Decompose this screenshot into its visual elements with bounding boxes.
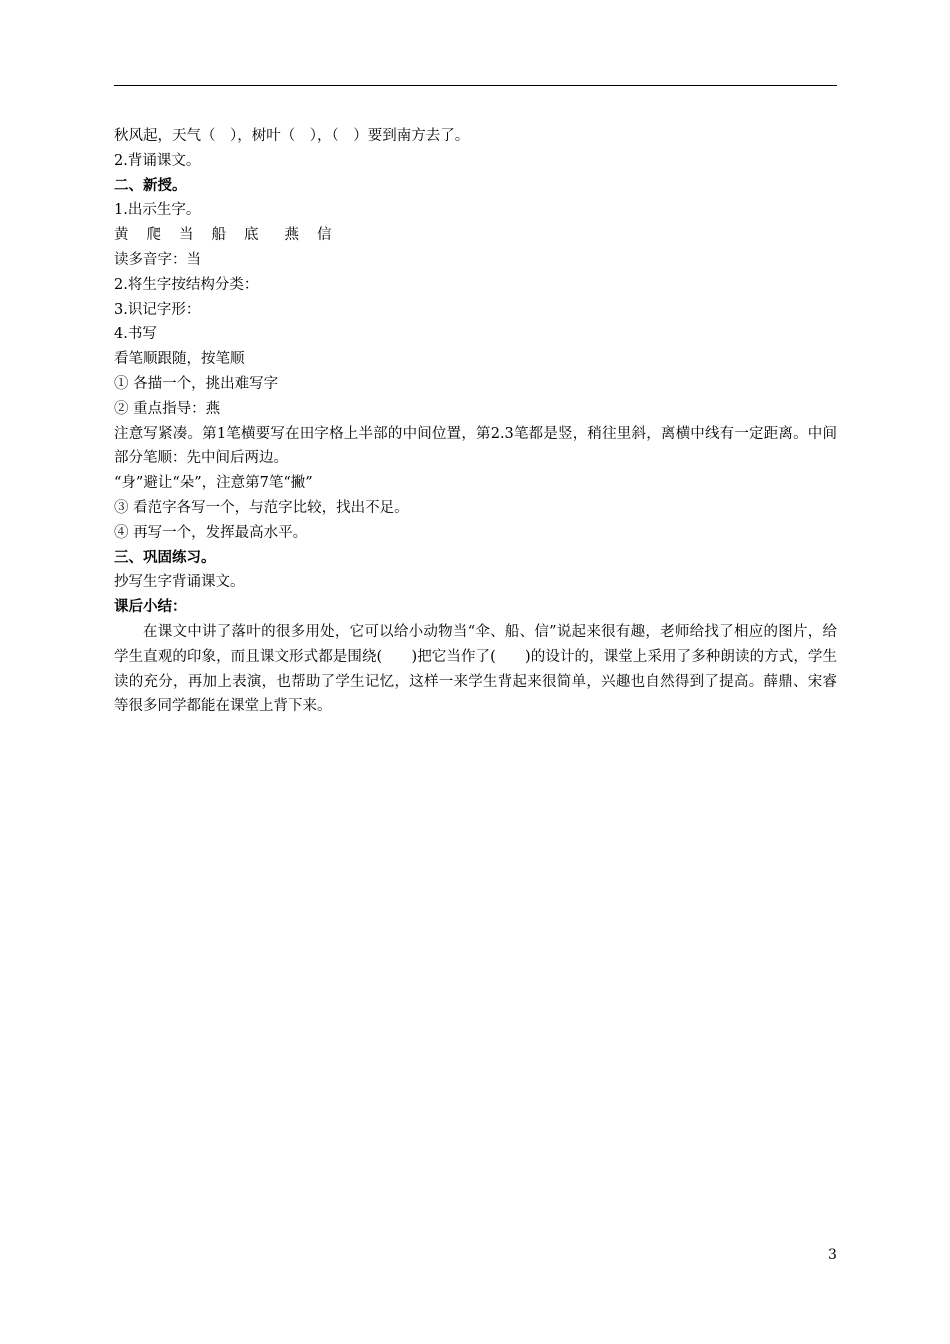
step-1-line: ① 各描一个，挑出难写字 [114,375,279,392]
classify-line: 2.将生字按结构分类： [114,276,259,293]
show-characters-line: 1.出示生字。 [114,202,201,219]
writing-notes: 注意写紧凑。第1笔横要写在田字格上半部的中间位置，第2.3笔都是竖，稍往里斜，离横中线有一定距离。中间部分笔顺：先中间后两边。 [114,425,837,467]
character: 底 [244,227,259,244]
summary-heading: 课后小结： [114,599,187,616]
fill-blank-line: 秋风起，天气（ ），树叶（ ），（ ）要到南方去了。 [114,128,470,144]
section-heading-new: 二、新授。 [114,177,187,194]
character: 黄 [114,227,129,244]
summary-paragraph: 在课文中讲了落叶的很多用处，它可以给小动物当“伞、船、信”说起来很有趣，老师给找了相应的图片，给学生直观的印象，而且课文形式都是围绕( )把它当作了( )的设计的，课堂上采用了多种朗读的方式，学生读的充分，再加上表演，也帮助了学生记忆，这样一来学生背起来很简单，兴趣也自然得到了提高。薛鼎、宋睿等很多同学都能在课堂上背下来。 [114,623,837,715]
character: 当 [179,227,194,244]
avoid-line: “身”避让“朵”，注意第7笔“撇” [114,475,313,492]
character: 信 [317,227,332,244]
section-heading-practice: 三、巩固练习。 [114,549,216,566]
page-number: 3 [828,1247,837,1263]
writing-line: 4.书写 [114,326,157,343]
stroke-order-line: 看笔顺跟随，按笔顺 [114,351,245,368]
step-3-line: ③ 看范字各写一个，与范字比较，找出不足。 [114,499,409,516]
character-list [114,223,837,248]
document-body [114,124,837,719]
character: 船 [211,227,226,244]
recite-line: 2.背诵课文。 [114,152,201,169]
character: 燕 [284,227,299,244]
polyphone-line: 读多音字：当 [114,251,201,268]
character: 爬 [146,227,161,244]
header-rule [114,85,837,86]
step-2-line: ② 重点指导：燕 [114,400,221,417]
step-4-line: ④ 再写一个，发挥最高水平。 [114,524,308,541]
copy-line: 抄写生字背诵课文。 [114,574,245,591]
recognize-line: 3.识记字形： [114,301,201,318]
